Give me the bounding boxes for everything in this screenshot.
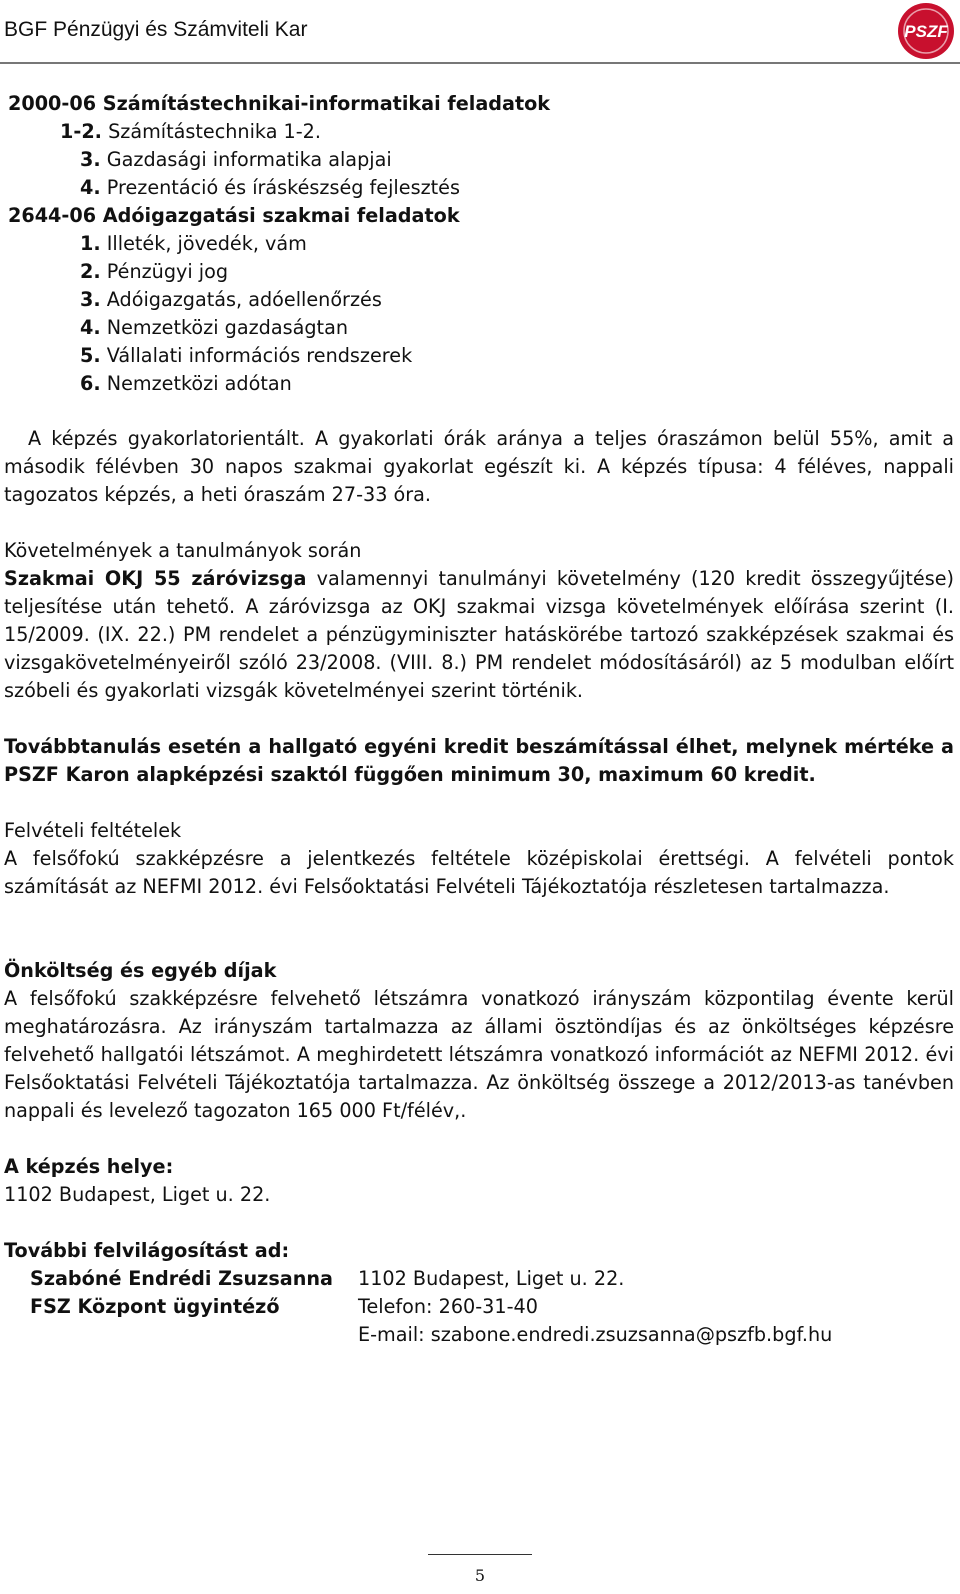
header-divider (0, 62, 960, 64)
requirements-heading: Követelmények a tanulmányok során (4, 539, 362, 562)
module-2-item-5 (80, 342, 412, 370)
item-number: 3. (80, 288, 101, 311)
item-number: 5. (80, 344, 101, 367)
fees-heading: Önköltség és egyéb díjak (4, 959, 277, 982)
footer-divider (428, 1554, 532, 1555)
item-number: 6. (80, 372, 101, 395)
item-text: Nemzetközi adótan (106, 372, 292, 395)
requirements-bold-lead: Szakmai OKJ 55 záróvizsga (4, 567, 307, 590)
item-number: 3. (80, 148, 101, 171)
module-2-item-1 (80, 230, 307, 258)
requirements-body: valamennyi tanulmányi követelmény (120 kredit összegyűjtése) teljesítése után tehető. A záróvizsga az OKJ szakmai vizsga követelmények előírása szerint (I. 15/2009. (IX. 22.) PM rendelet a pénzügyminiszter hatáskörébe tartozó szakképzések szakmai és vizsgakövetelményeiről szóló 23/2008. (VIII. 8.) PM rendelet módosításáról) az 5 modulban előírt szóbeli és gyakorlati vizsgák követelményei szerint történik. (4, 567, 955, 702)
item-text: Gazdasági informatika alapjai (106, 148, 392, 171)
contact-name: Szabóné Endrédi Zsuzsanna (30, 1267, 333, 1290)
pszf-logo (897, 2, 955, 60)
contact-email[interactable]: E-mail: szabone.endredi.zsuzsanna@pszfb.bgf.hu (358, 1323, 833, 1346)
module-1-item-2 (80, 146, 392, 174)
item-number: 1. (80, 232, 101, 255)
module-2-item-4 (80, 314, 348, 342)
item-number: 1-2. (60, 120, 102, 143)
item-text: Vállalati információs rendszerek (106, 344, 413, 367)
item-text: Illeték, jövedék, vám (106, 232, 307, 255)
module-2-title: 2644-06 Adóigazgatási szakmai feladatok (8, 204, 460, 227)
page-number: 5 (474, 1566, 486, 1585)
location-address: 1102 Budapest, Liget u. 22. (4, 1183, 271, 1206)
item-text: Adóigazgatás, adóellenőrzés (106, 288, 382, 311)
module-2-item-2 (80, 258, 228, 286)
intro-paragraph: A képzés gyakorlatorientált. A gyakorlati órák aránya a teljes óraszámon belül 55%, amit a második félévben 30 napos szakmai gyakorlat egészít ki. A képzés típusa: 4 féléves, nappali tagozatos képzés, a heti óraszám 27-33 óra. (4, 427, 954, 506)
fees-paragraph: A felsőfokú szakképzésre felvehető létszámra vonatkozó irányszám központilag évente kerül meghatározásra. Az irányszám tartalmazza az állami ösztöndíjas és az önköltséges képzésre felvehető hallgatói létszámot. A meghirdetett létszámra vonatkozó információt az NEFMI 2012. évi Felsőoktatási Felvételi Tájékoztatója tartalmazza. Az önköltség összege a 2012/2013-as tanévben nappali és levelező tagozaton 165 000 Ft/félév,. (4, 987, 954, 1122)
item-text: Számítástechnika 1-2. (108, 120, 321, 143)
contact-address: 1102 Budapest, Liget u. 22. (358, 1267, 625, 1290)
item-text: Nemzetközi gazdaságtan (106, 316, 348, 339)
module-2-item-6 (80, 370, 292, 398)
item-number: 2. (80, 260, 101, 283)
page-header (0, 0, 960, 64)
module-1-item-3 (80, 174, 460, 202)
requirements-paragraph (4, 565, 954, 705)
header-title: BGF Pénzügyi és Számviteli Kar (4, 18, 308, 41)
item-text: Pénzügyi jog (106, 260, 229, 283)
item-number: 4. (80, 176, 101, 199)
module-1-title: 2000-06 Számítástechnikai-informatikai feladatok (8, 92, 551, 115)
logo-text: PSZF (904, 22, 948, 41)
contact-heading: További felvilágosítást ad: (4, 1239, 290, 1262)
item-number: 4. (80, 316, 101, 339)
item-text: Prezentáció és íráskészség fejlesztés (106, 176, 460, 199)
further-study-paragraph: Továbbtanulás esetén a hallgató egyéni kredit beszámítással élhet, melynek mértéke a PSZF Karon alapképzési szaktól függően minimum 30, maximum 60 kredit. (4, 735, 954, 786)
location-heading: A képzés helye: (4, 1155, 174, 1178)
contact-phone: Telefon: 260-31-40 (358, 1295, 538, 1318)
admission-heading: Felvételi feltételek (4, 819, 182, 842)
admission-paragraph: A felsőfokú szakképzésre a jelentkezés feltétele középiskolai érettségi. A felvételi pontok számítását az NEFMI 2012. évi Felsőoktatási Felvételi Tájékoztatója részletesen tartalmazza. (4, 847, 954, 898)
contact-role: FSZ Központ ügyintéző (30, 1295, 280, 1318)
module-1-item-1 (60, 118, 321, 146)
module-2-item-3 (80, 286, 382, 314)
